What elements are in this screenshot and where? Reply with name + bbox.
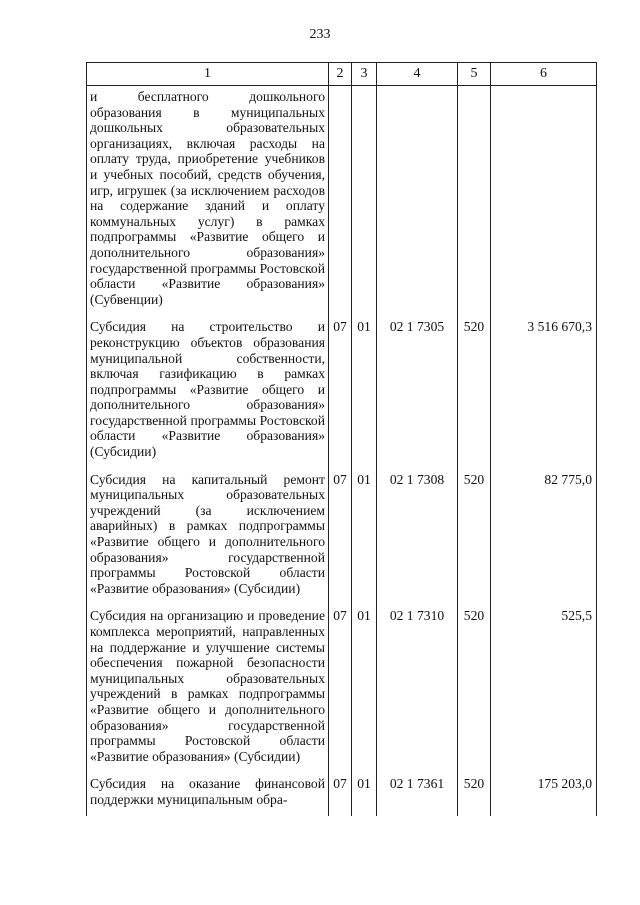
header-col-5: 5 [458, 63, 491, 86]
row-section: 07 [329, 472, 352, 609]
row-description: Субсидия на капитальный ремонт муниципальных образовательных учреждений (за исключением аварийных) в рамках подпрограммы «Развитие общего и дополнительного образования» государственной программы Ростовской области «Развитие образования» (Субсидии) [87, 472, 329, 609]
row-amount: 525,5 [491, 608, 597, 776]
row-description: Субсидия на оказание финансовой поддержки муниципальным обра- [87, 776, 329, 815]
budget-table [86, 62, 597, 816]
row-section: 07 [329, 319, 352, 471]
table-row [87, 472, 597, 609]
row-expense-type: 520 [458, 776, 491, 815]
row-subsection: 01 [352, 472, 377, 609]
header-col-1: 1 [87, 63, 329, 86]
row-amount: 175 203,0 [491, 776, 597, 815]
table-row [87, 608, 597, 776]
row-target-article [377, 86, 458, 320]
row-expense-type: 520 [458, 319, 491, 471]
row-subsection [352, 86, 377, 320]
row-amount [491, 86, 597, 320]
row-expense-type: 520 [458, 472, 491, 609]
row-target-article: 02 1 7310 [377, 608, 458, 776]
row-target-article: 02 1 7305 [377, 319, 458, 471]
table-row [87, 776, 597, 815]
table-header [87, 63, 597, 86]
row-target-article: 02 1 7361 [377, 776, 458, 815]
table-row [87, 319, 597, 471]
header-col-6: 6 [491, 63, 597, 86]
page-number: 233 [309, 27, 331, 42]
header-row [87, 63, 597, 86]
row-subsection: 01 [352, 608, 377, 776]
row-subsection: 01 [352, 319, 377, 471]
row-subsection: 01 [352, 776, 377, 815]
row-section: 07 [329, 776, 352, 815]
row-section [329, 86, 352, 320]
row-amount: 3 516 670,3 [491, 319, 597, 471]
row-target-article: 02 1 7308 [377, 472, 458, 609]
row-section: 07 [329, 608, 352, 776]
row-amount: 82 775,0 [491, 472, 597, 609]
row-description: Субсидия на организацию и проведение комплекса мероприятий, направленных на поддержание и улучшение системы обеспечения пожарной безопасности муниципальных образовательных учреждений в рамках подпрограммы «Развитие общего и дополнительного образования» государственной программы Ростовской области «Развитие образования» (Субсидии) [87, 608, 329, 776]
row-expense-type: 520 [458, 608, 491, 776]
table-row [87, 86, 597, 320]
header-col-3: 3 [352, 63, 377, 86]
header-col-2: 2 [329, 63, 352, 86]
row-description: и бесплатного дошкольного образования в муниципальных дошкольных образовательных организациях, включая расходы на оплату труда, приобретение учебников и учебных пособий, средств обучения, игр, игрушек (за исключением расходов на содержание зданий и оплату коммунальных услуг) в рамках подпрограммы «Развитие общего и дополнительного образования» государственной программы Ростовской области «Развитие образования» (Субвенции) [87, 86, 329, 320]
row-description: Субсидия на строительство и реконструкцию объектов образования муниципальной собственности, включая газификацию в рамках подпрограммы «Развитие общего и дополнительного образования» государственной программы Ростовской области «Развитие образования» (Субсидии) [87, 319, 329, 471]
table-body [87, 86, 597, 816]
row-expense-type [458, 86, 491, 320]
header-col-4: 4 [377, 63, 458, 86]
